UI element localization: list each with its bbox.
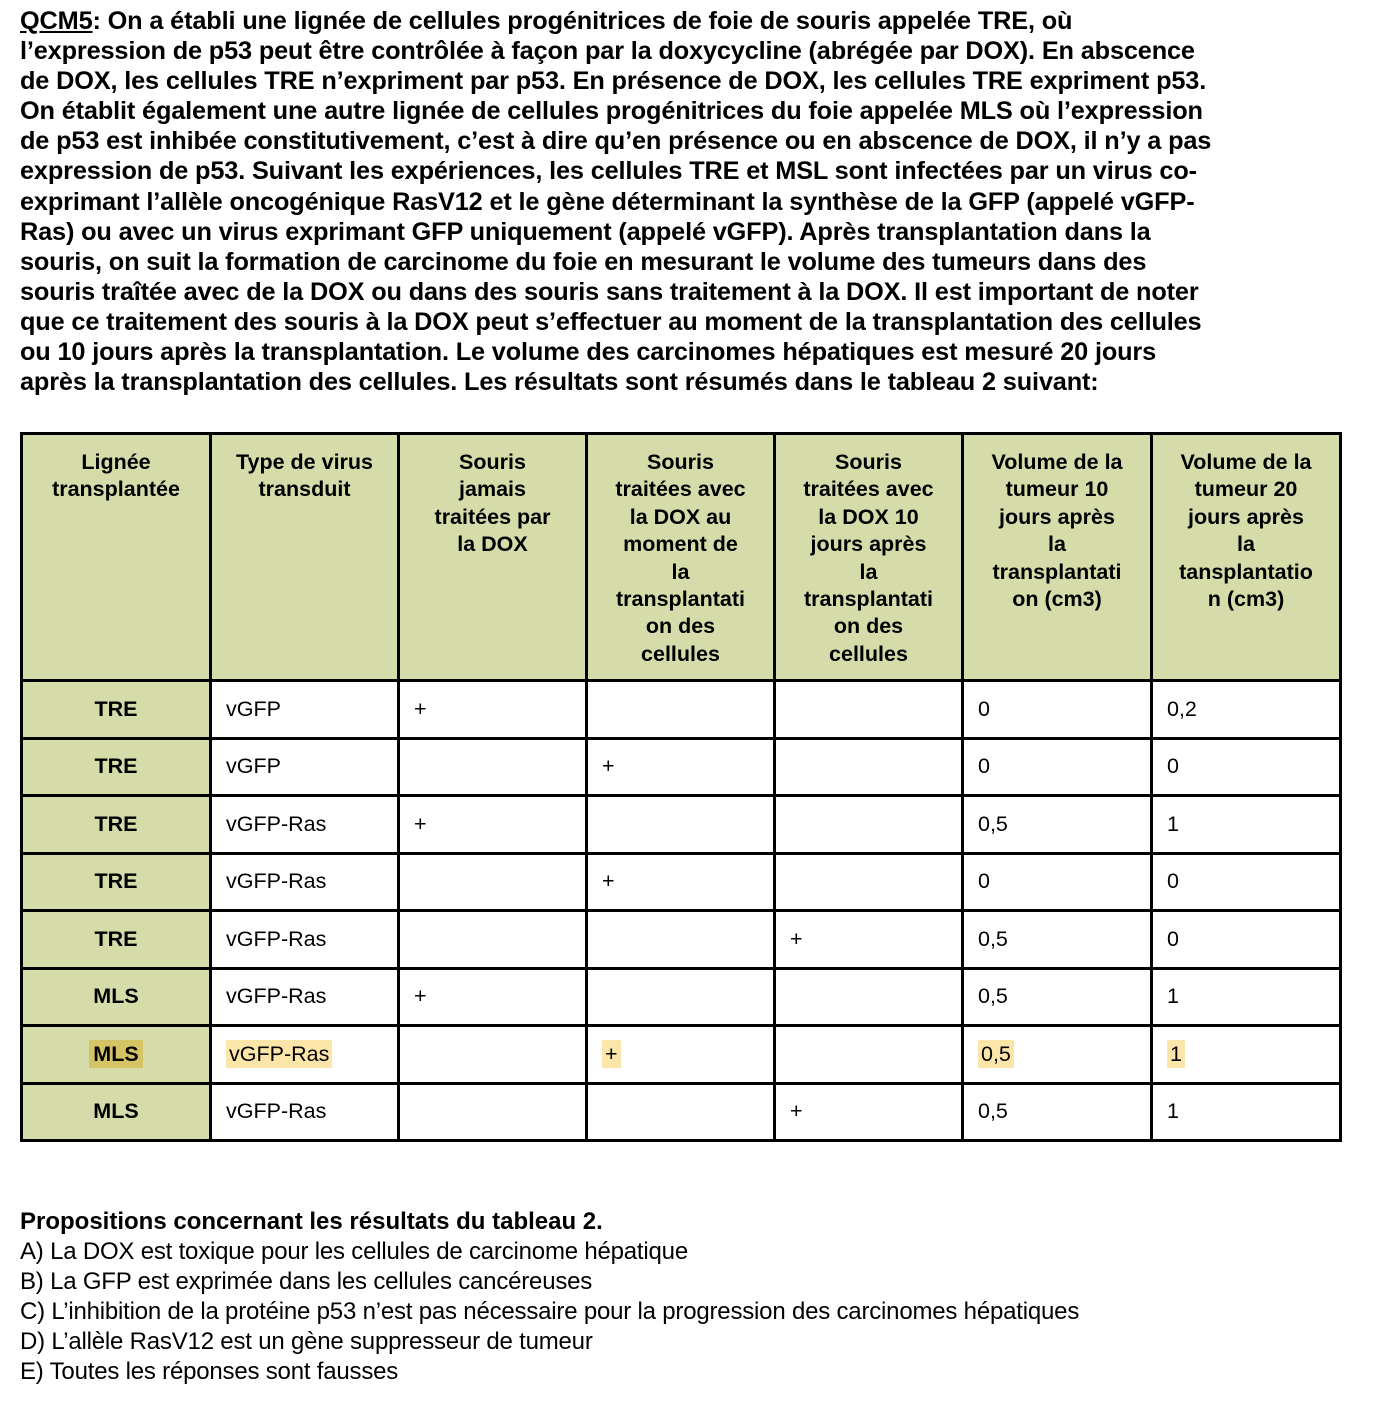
header-text-line: la DOX au — [629, 504, 732, 529]
question-label: QCM5 — [20, 7, 93, 35]
table-body — [22, 681, 1341, 1141]
cell-treated-at-transplant — [587, 1026, 775, 1084]
highlighted-cell-value: + — [602, 1040, 621, 1068]
header-text-line: moment de — [623, 532, 738, 557]
cell-value: MLS — [93, 1099, 139, 1124]
cell-value: 0,5 — [978, 926, 1008, 951]
cell-value: 0 — [978, 696, 990, 721]
cell-lineage — [22, 911, 211, 969]
cell-treated-10-days-after — [775, 796, 963, 854]
question-line: après la transplantation des cellules. Les résultats sont résumés dans le tableau 2 suivant: — [20, 368, 1099, 397]
results-table — [20, 432, 1342, 1142]
cell-value: + — [790, 1099, 803, 1124]
header-text-line: la — [1048, 532, 1066, 557]
cell-never-treated — [399, 1026, 587, 1084]
cell-value: TRE — [94, 926, 138, 951]
cell-value: + — [602, 754, 615, 779]
highlighted-cell-value: 0,5 — [978, 1040, 1014, 1068]
table-row — [22, 1083, 1341, 1141]
cell-value: TRE — [94, 754, 138, 779]
cell-value: 0 — [978, 754, 990, 779]
cell-volume-10-days — [963, 1026, 1152, 1084]
cell-lineage — [22, 738, 211, 796]
header-text-line: transplantati — [992, 559, 1122, 584]
header-text-line: tumeur 10 — [1005, 477, 1109, 502]
cell-value: 0,5 — [978, 984, 1008, 1009]
cell-value: 0,5 — [978, 811, 1008, 836]
table-row — [22, 796, 1341, 854]
cell-value: TRE — [94, 696, 138, 721]
question-line: exprimant l’allèle oncogénique RasV12 et le gène déterminant la synthèse de la GFP (appelé vGFP- — [20, 187, 1195, 216]
cell-value: + — [414, 984, 427, 1009]
cell-value: + — [414, 811, 427, 836]
header-text-line: tansplantatio — [1179, 559, 1313, 584]
table-row — [22, 1026, 1341, 1084]
header-text-line: Lignée — [81, 450, 151, 474]
header-text-line: la DOX 10 — [818, 504, 919, 529]
header-text-line: on (cm3) — [1012, 587, 1102, 612]
header-text-line: transplantati — [615, 587, 746, 612]
header-text-line: jours après — [999, 504, 1115, 529]
cell-never-treated — [399, 968, 587, 1026]
cell-value: 1 — [1167, 984, 1179, 1009]
cell-value: vGFP-Ras — [226, 1099, 327, 1124]
header-text-line: la — [1237, 532, 1255, 557]
cell-virus-type — [211, 853, 399, 911]
cell-volume-20-days — [1152, 738, 1341, 796]
cell-treated-10-days-after — [775, 738, 963, 796]
cell-treated-at-transplant — [587, 968, 775, 1026]
cell-volume-20-days — [1152, 1026, 1341, 1084]
header-never-treated — [399, 434, 587, 681]
table-row — [22, 968, 1341, 1026]
header-text-line: traitées par — [434, 504, 551, 529]
cell-value: 0,2 — [1167, 696, 1197, 721]
header-text-line: Volume de la — [991, 450, 1123, 474]
cell-lineage — [22, 853, 211, 911]
cell-never-treated — [399, 853, 587, 911]
cell-volume-20-days — [1152, 968, 1341, 1026]
cell-value: vGFP-Ras — [226, 869, 327, 894]
cell-virus-type — [211, 911, 399, 969]
cell-virus-type — [211, 681, 399, 739]
cell-never-treated — [399, 1083, 587, 1141]
cell-value: 0 — [1167, 926, 1179, 951]
header-text-line: n (cm3) — [1207, 587, 1285, 612]
cell-treated-10-days-after — [775, 681, 963, 739]
cell-treated-at-transplant — [587, 853, 775, 911]
table-row — [22, 853, 1341, 911]
header-text-line: transplantée — [52, 477, 180, 502]
cell-value: + — [602, 869, 615, 894]
header-text-line: jamais — [459, 477, 526, 502]
header-text-line: Volume de la — [1180, 450, 1312, 474]
cell-lineage — [22, 796, 211, 854]
cell-never-treated — [399, 681, 587, 739]
cell-virus-type — [211, 1026, 399, 1084]
header-text-line: cellules — [829, 641, 908, 666]
question-line: souris, on suit la formation de carcinome du foie en mesurant le volume des tumeurs dans des — [20, 247, 1147, 276]
propositions — [20, 1207, 1350, 1387]
proposition-e: E) Toutes les réponses sont fausses — [20, 1358, 399, 1385]
header-text-line: on des — [645, 614, 716, 639]
cell-volume-20-days — [1152, 911, 1341, 969]
cell-value: 0 — [978, 869, 990, 894]
cell-treated-at-transplant — [587, 681, 775, 739]
cell-value: MLS — [93, 984, 139, 1009]
cell-virus-type — [211, 738, 399, 796]
header-volume-10-days — [963, 434, 1152, 681]
cell-volume-20-days — [1152, 1083, 1341, 1141]
cell-treated-10-days-after — [775, 911, 963, 969]
cell-never-treated — [399, 796, 587, 854]
cell-treated-10-days-after — [775, 1083, 963, 1141]
question-line — [20, 6, 1350, 36]
table-row — [22, 681, 1341, 739]
header-volume-20-days — [1152, 434, 1341, 681]
question-line: Ras) ou avec un virus exprimant GFP uniquement (appelé vGFP). Après transplantation dans la — [20, 217, 1151, 246]
question-line: expression de p53. Suivant les expériences, les cellules TRE et MSL sont infectées par un virus co- — [20, 157, 1197, 186]
cell-value: 0 — [1167, 869, 1179, 894]
question-text — [20, 6, 1350, 397]
cell-value: 0,5 — [978, 1099, 1008, 1124]
cell-value: 1 — [1167, 1099, 1179, 1124]
cell-treated-10-days-after — [775, 1026, 963, 1084]
proposition-d: D) L’allèle RasV12 est un gène suppresseur de tumeur — [20, 1328, 593, 1355]
cell-volume-10-days — [963, 796, 1152, 854]
cell-volume-10-days — [963, 1083, 1152, 1141]
header-text-line: jours après — [810, 532, 927, 557]
cell-volume-10-days — [963, 738, 1152, 796]
cell-value: + — [790, 926, 803, 951]
question-line-text: : On a établi une lignée de cellules progénitrices de foie de souris appelée TRE, où — [92, 7, 1073, 35]
cell-value: vGFP-Ras — [226, 926, 327, 951]
question-line: que ce traitement des souris à la DOX peut s’effectuer au moment de la transplantation des cellules — [20, 307, 1202, 336]
header-text-line: on des — [833, 614, 904, 639]
cell-treated-at-transplant — [587, 1083, 775, 1141]
highlighted-cell-value: MLS — [89, 1040, 142, 1068]
proposition-b: B) La GFP est exprimée dans les cellules cancéreuses — [20, 1268, 593, 1295]
cell-value: TRE — [94, 811, 138, 836]
cell-virus-type — [211, 968, 399, 1026]
cell-virus-type — [211, 1083, 399, 1141]
question-line: de p53 est inhibée constitutivement, c’est à dire qu’en présence ou en abscence de DOX, il n’y a pas — [20, 127, 1212, 156]
cell-volume-10-days — [963, 681, 1152, 739]
question-line: On établit également une autre lignée de cellules progénitrices du foie appelée MLS où l’expression — [20, 97, 1203, 126]
header-text-line: jours après — [1188, 504, 1304, 529]
header-treated-at-transplant — [587, 434, 775, 681]
header-text-line: la — [671, 559, 690, 584]
cell-never-treated — [399, 911, 587, 969]
header-text-line: traitées avec — [615, 477, 746, 502]
header-treated-10-days-after — [775, 434, 963, 681]
cell-treated-at-transplant — [587, 796, 775, 854]
cell-value: vGFP-Ras — [226, 811, 327, 836]
table-row — [22, 911, 1341, 969]
cell-value: vGFP-Ras — [226, 984, 327, 1009]
cell-lineage — [22, 1026, 211, 1084]
cell-value: TRE — [94, 869, 138, 894]
cell-value: 0 — [1167, 754, 1179, 779]
question-line: de DOX, les cellules TRE n’expriment par p53. En présence de DOX, les cellules TRE expriment p53. — [20, 67, 1207, 96]
header-text-line: la DOX — [457, 532, 528, 557]
cell-treated-10-days-after — [775, 853, 963, 911]
table-row — [22, 738, 1341, 796]
header-text-line: Souris — [647, 450, 714, 474]
header-lineage — [22, 434, 211, 681]
propositions-title: Propositions concernant les résultats du tableau 2. — [20, 1208, 603, 1235]
cell-value: vGFP — [226, 696, 281, 721]
cell-value: + — [414, 696, 427, 721]
cell-lineage — [22, 681, 211, 739]
question-line: ou 10 jours après la transplantation. Le volume des carcinomes hépatiques est mesuré 20 jours — [20, 338, 1157, 367]
highlighted-cell-value: 1 — [1167, 1040, 1185, 1068]
cell-never-treated — [399, 738, 587, 796]
header-text-line: la — [859, 559, 878, 584]
header-text-line: Type de virus — [235, 450, 373, 474]
cell-treated-10-days-after — [775, 968, 963, 1026]
header-text-line: Souris — [835, 450, 902, 474]
cell-volume-20-days — [1152, 853, 1341, 911]
cell-virus-type — [211, 796, 399, 854]
header-text-line: Souris — [459, 450, 526, 474]
header-text-line: tumeur 20 — [1194, 477, 1298, 502]
question-line: l’expression de p53 peut être contrôlée à façon par la doxycycline (abrégée par DOX). En abscence — [20, 37, 1195, 66]
header-virus-type — [211, 434, 399, 681]
cell-lineage — [22, 968, 211, 1026]
proposition-a: A) La DOX est toxique pour les cellules de carcinome hépatique — [20, 1238, 688, 1265]
cell-treated-at-transplant — [587, 738, 775, 796]
cell-lineage — [22, 1083, 211, 1141]
cell-value: 1 — [1167, 811, 1179, 836]
highlighted-cell-value: vGFP-Ras — [226, 1040, 332, 1068]
cell-volume-20-days — [1152, 681, 1341, 739]
cell-treated-at-transplant — [587, 911, 775, 969]
cell-volume-10-days — [963, 911, 1152, 969]
header-text-line: traitées avec — [803, 477, 934, 502]
cell-volume-10-days — [963, 968, 1152, 1026]
cell-volume-10-days — [963, 853, 1152, 911]
header-text-line: transplantati — [803, 587, 934, 612]
table-header-row — [22, 434, 1341, 681]
header-text-line: transduit — [258, 477, 351, 502]
cell-volume-20-days — [1152, 796, 1341, 854]
proposition-c: C) L’inhibition de la protéine p53 n’est pas nécessaire pour la progression des carcinomes hépatiques — [20, 1298, 1080, 1325]
question-line: souris traîtée avec de la DOX ou dans des souris sans traitement à la DOX. Il est important de noter — [20, 277, 1199, 306]
header-text-line: cellules — [641, 641, 720, 666]
cell-value: vGFP — [226, 754, 281, 779]
